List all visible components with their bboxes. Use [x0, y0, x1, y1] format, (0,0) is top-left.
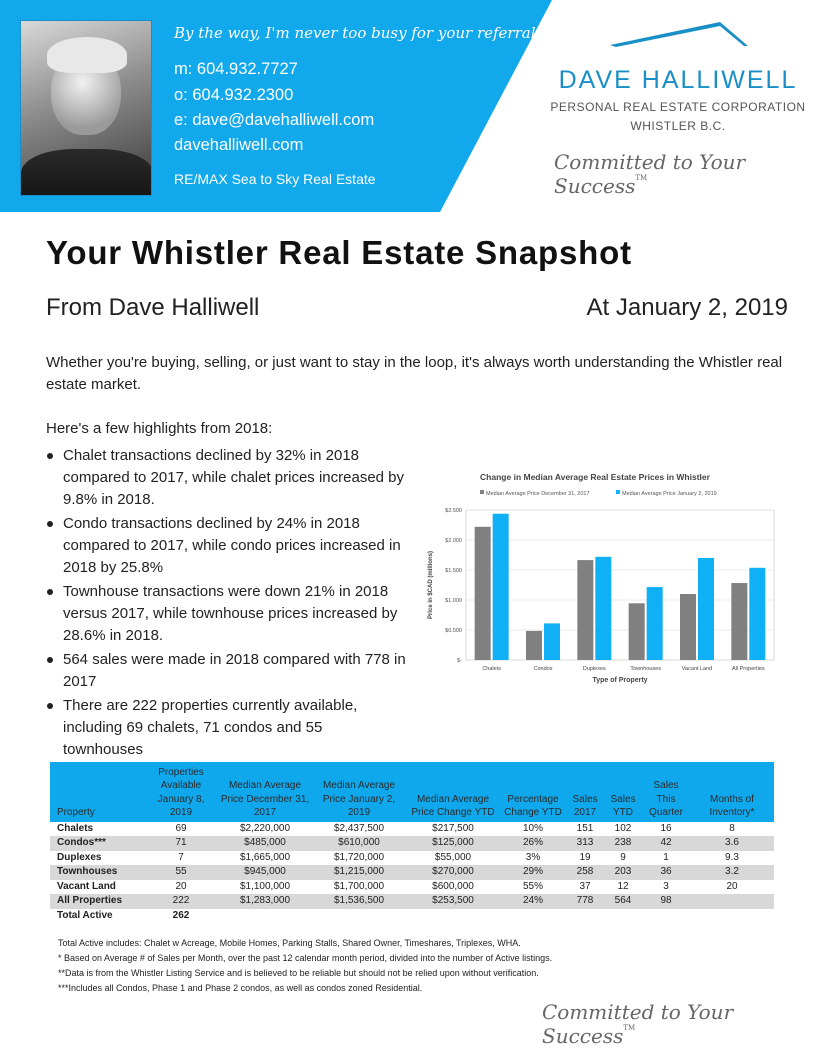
col-months-inventory: Months of Inventory*: [690, 762, 774, 822]
table-cell: $1,283,000: [218, 894, 312, 909]
table-cell: 238: [604, 836, 642, 851]
x-axis-label: Type of Property: [592, 677, 648, 684]
table-cell: 29%: [500, 865, 566, 880]
logo-location: WHISTLER B.C.: [630, 119, 726, 133]
price-chart: [420, 466, 782, 688]
table-cell: $125,000: [406, 836, 500, 851]
table-cell: 16: [660, 822, 672, 834]
table-cell: 102: [614, 822, 632, 834]
table-cell: 258: [566, 865, 604, 880]
plot-area: [466, 510, 774, 660]
table-cell: 71: [144, 836, 218, 851]
table-cell: $1,215,000: [312, 865, 406, 880]
table-cell: 69: [175, 822, 187, 834]
brokerage-name: RE/MAX Sea to Sky Real Estate: [174, 171, 376, 187]
table-cell: 1: [663, 851, 669, 863]
agent-photo: [20, 20, 152, 196]
table-cell: 24%: [500, 894, 566, 909]
highlight-item: [46, 581, 406, 647]
table-cell: $2,220,000: [239, 822, 291, 834]
mobile-phone[interactable]: m: 604.932.7727: [174, 60, 298, 78]
email-link[interactable]: e: dave@davehalliwell.com: [174, 111, 375, 129]
table-cell: Condos***: [50, 836, 144, 851]
table-cell: $217,500: [432, 822, 474, 834]
table-cell: 222: [144, 894, 218, 909]
price-chart-svg: [420, 466, 782, 688]
table-cell: 20: [175, 880, 187, 892]
bar-condos-2017: [526, 631, 542, 660]
table-cell: $55,000: [434, 851, 472, 863]
logo-name: DAVE HALLIWELL: [558, 66, 798, 94]
col-available: Properties Available January 8, 2019: [144, 762, 218, 822]
bar-all-properties-2019: [749, 568, 765, 660]
x-tick-label: Townhouses: [630, 666, 661, 672]
y-tick-label: $2.000: [445, 538, 462, 544]
website-link[interactable]: davehalliwell.com: [174, 136, 304, 154]
bar-condos-2019: [544, 623, 560, 660]
table-cell: 3.2: [690, 865, 774, 880]
table-cell: $1,700,000: [333, 880, 385, 892]
bar-all-properties-2017: [731, 583, 747, 660]
highlight-text: Condo transactions declined by 24% in 2018 compared to 2017, while condo prices increased in 2018 by 25.8%: [63, 515, 401, 576]
table-row: [50, 851, 774, 866]
bar-chalets-2017: [475, 527, 491, 660]
table-cell: 20: [726, 880, 738, 892]
table-cell: 55%: [522, 880, 543, 892]
highlight-text: Townhouse transactions were down 21% in 2018 versus 2017, while townhouse prices increased by 28.6% in 2018.: [63, 583, 398, 644]
bar-vacant-land-2017: [680, 594, 696, 660]
market-table: [50, 762, 774, 923]
bar-duplexes-2017: [577, 560, 593, 660]
table-cell: 10%: [522, 822, 543, 834]
legend-entry: Median Average Price January 2, 2019: [622, 491, 717, 497]
col-property: Property: [50, 762, 144, 822]
x-tick-label: Duplexes: [582, 666, 606, 672]
table-cell: $1,665,000: [239, 851, 291, 863]
footnote: * Based on Average # of Sales per Month, over the past 12 calendar month period, divided into the number of Active listings.: [58, 953, 553, 963]
table-cell: Duplexes: [57, 851, 102, 863]
col-price-2017: Median Average Price December 31, 2017: [218, 762, 312, 822]
table-cell: 98: [642, 894, 690, 909]
table-cell: 42: [642, 836, 690, 851]
table-cell: 313: [566, 836, 604, 851]
bar-vacant-land-2019: [698, 558, 714, 660]
highlight-item: [46, 445, 406, 511]
table-cell: $1,720,000: [333, 851, 385, 863]
table-cell: 3: [663, 880, 669, 892]
highlight-item: [46, 649, 406, 693]
table-cell: 8: [729, 822, 735, 834]
x-tick-label: Chalets: [482, 666, 501, 672]
highlights-label: Here's a few highlights from 2018:: [46, 420, 273, 437]
footer-slogan: [542, 1000, 816, 1048]
total-active-value: 262: [172, 909, 190, 921]
logo-slogan-tm: TM: [635, 174, 648, 182]
table-cell: 778: [566, 894, 604, 909]
highlight-text: Chalet transactions declined by 32% in 2018 compared to 2017, while chalet prices increased by 9.8% in 2018.: [63, 447, 405, 508]
col-sales-2017: Sales 2017: [566, 762, 604, 822]
highlight-item: [46, 695, 406, 761]
col-sales-quarter: Sales This Quarter: [642, 762, 690, 822]
table-cell: 151: [576, 822, 594, 834]
date-line: At January 2, 2019: [586, 294, 788, 321]
table-cell: 12: [617, 880, 629, 892]
table-cell: $2,437,500: [333, 822, 385, 834]
y-tick-label: $0.500: [445, 628, 462, 634]
author-line: From Dave Halliwell: [46, 294, 260, 321]
table-cell: All Properties: [50, 894, 144, 909]
table-cell: 36: [642, 865, 690, 880]
highlight-item: [46, 513, 406, 579]
market-data-table: [50, 762, 774, 923]
legend-entry: Median Average Price December 31, 2017: [486, 491, 590, 497]
chart-title: Change in Median Average Real Estate Prices in Whistler: [480, 472, 710, 482]
table-cell: 3.6: [690, 836, 774, 851]
table-row: [50, 865, 774, 880]
logo-slogan-text: Committed to Your Success: [554, 150, 746, 198]
footnote: **Data is from the Whistler Listing Service and is believed to be reliable but should not be relied upon without verification.: [58, 968, 539, 978]
y-tick-label: $1.500: [445, 568, 462, 574]
y-axis-label: Price in $CAD (millions): [428, 550, 434, 620]
total-active-label: Total Active: [57, 909, 113, 921]
table-cell: Townhouses: [50, 865, 144, 880]
table-cell: 55: [144, 865, 218, 880]
table-row: [50, 836, 774, 851]
table-cell: 26%: [500, 836, 566, 851]
col-price-2019: Median Average Price January 2, 2019: [312, 762, 406, 822]
table-row: [50, 822, 774, 837]
col-price-change: Median Average Price Change YTD: [406, 762, 500, 822]
table-cell: 564: [604, 894, 642, 909]
table-cell: 203: [604, 865, 642, 880]
table-cell: 9: [620, 851, 626, 863]
table-cell: 37: [579, 880, 591, 892]
highlight-text: 564 sales were made in 2018 compared with 778 in 2017: [63, 651, 406, 690]
col-percent-change: Percentage Change YTD: [500, 762, 566, 822]
x-tick-label: Condos: [533, 666, 553, 672]
bar-townhouses-2019: [647, 587, 663, 660]
table-cell: 19: [579, 851, 591, 863]
table-cell: 3%: [525, 851, 541, 863]
table-header-row: [50, 762, 774, 822]
table-cell: $945,000: [218, 865, 312, 880]
y-tick-label: $-: [457, 658, 462, 664]
table-cell: 7: [178, 851, 184, 863]
table-row: [50, 894, 774, 909]
x-tick-label: Vacant Land: [681, 666, 713, 672]
footnote: Total Active includes: Chalet w Acreage, Mobile Homes, Parking Stalls, Shared Owner, Timeshares, Triplexes, WHA.: [58, 938, 521, 948]
table-cell: $1,536,500: [312, 894, 406, 909]
footnotes: [58, 936, 552, 996]
table-row: [50, 880, 774, 895]
y-tick-label: $1.000: [445, 598, 462, 604]
table-cell: $270,000: [406, 865, 500, 880]
table-cell: Vacant Land: [57, 880, 116, 892]
highlight-text: There are 222 properties currently available, including 69 chalets, 71 condos and 55 townhouses: [63, 697, 358, 758]
table-cell: $610,000: [312, 836, 406, 851]
table-cell: Chalets: [57, 822, 94, 834]
y-tick-label: $2.500: [445, 508, 462, 514]
footer-slogan-text: Committed to Your Success: [542, 1000, 734, 1048]
page-title: Your Whistler Real Estate Snapshot: [46, 234, 632, 271]
table-cell: $253,500: [406, 894, 500, 909]
table-cell: 9.3: [725, 851, 739, 863]
total-active-row: [50, 909, 774, 924]
roof-logo-icon: [610, 18, 760, 58]
referral-tagline: By the way, I'm never too busy for your referrals!: [174, 24, 550, 42]
bar-chalets-2019: [493, 514, 509, 660]
table-cell: $485,000: [218, 836, 312, 851]
bar-townhouses-2017: [629, 603, 645, 660]
legend-swatch: [616, 490, 620, 494]
header-band: [0, 0, 816, 212]
table-cell: $600,000: [432, 880, 474, 892]
footer-slogan-tm: TM: [623, 1024, 636, 1032]
x-tick-label: All Properties: [731, 666, 765, 672]
bar-duplexes-2019: [595, 557, 611, 660]
table-cell: $1,100,000: [239, 880, 291, 892]
col-sales-ytd: Sales YTD: [604, 762, 642, 822]
logo-slogan: [554, 150, 808, 198]
legend-swatch: [480, 490, 484, 494]
office-phone[interactable]: o: 604.932.2300: [174, 86, 294, 104]
intro-paragraph: Whether you're buying, selling, or just want to stay in the loop, it's always worth understanding the Whistler real estate market.: [46, 354, 783, 393]
footnote: ***Includes all Condos, Phase 1 and Phase 2 condos, as well as condos zoned Residential.: [58, 983, 423, 993]
logo-corporation: PERSONAL REAL ESTATE CORPORATION: [550, 100, 806, 114]
highlights-list: [46, 445, 406, 763]
table-cell: [690, 894, 774, 909]
